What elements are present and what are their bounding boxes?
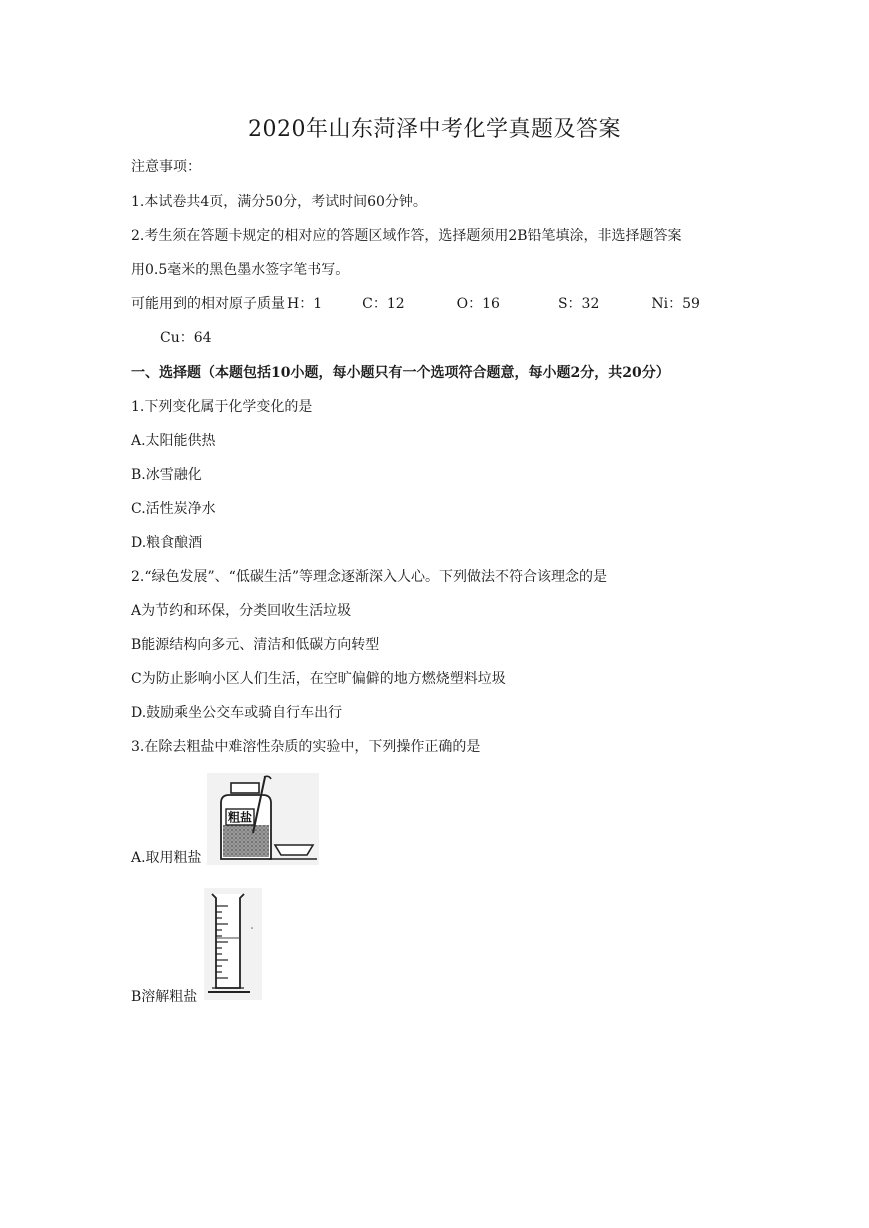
question-1-stem: 1.下列变化属于化学变化的是 bbox=[131, 399, 313, 415]
atomic-mass-h: H：1 bbox=[287, 296, 323, 312]
question-2-stem: 2.“绿色发展”、“低碳生活”等理念逐渐深入人心。下列做法不符合该理念的是 bbox=[131, 569, 607, 585]
atomic-mass-o: O：16 bbox=[456, 296, 500, 312]
atomic-mass-cu: Cu：64 bbox=[160, 330, 212, 346]
atomic-mass-ni: Ni：59 bbox=[651, 296, 700, 312]
question-2-option-d: D.鼓励乘坐公交车或骑自行车出行 bbox=[131, 705, 343, 721]
atomic-mass-label: 可能用到的相对原子质量 bbox=[131, 296, 285, 312]
question-2-option-a: A为节约和环保，分类回收生活垃圾 bbox=[131, 603, 352, 619]
question-3-option-b: B溶解粗盐 bbox=[131, 989, 198, 1005]
graduated-cylinder-figure bbox=[204, 888, 262, 1000]
coarse-salt-jar-illustration bbox=[207, 773, 319, 865]
graduated-cylinder-illustration bbox=[204, 888, 262, 1000]
question-1-option-d: D.粮食酿酒 bbox=[131, 535, 203, 551]
jar-label: 粗盐 bbox=[227, 810, 253, 825]
question-3-option-a: A.取用粗盐 bbox=[131, 850, 202, 866]
coarse-salt-jar-figure bbox=[207, 773, 319, 865]
question-3-stem: 3.在除去粗盐中难溶性杂质的实验中，下列操作正确的是 bbox=[131, 739, 481, 755]
question-2-option-b: B能源结构向多元、清洁和低碳方向转型 bbox=[131, 637, 380, 653]
atomic-mass-s: S：32 bbox=[557, 296, 600, 312]
notice-heading: 注意事项： bbox=[131, 159, 201, 175]
atomic-mass-line bbox=[131, 294, 700, 314]
section-heading: 一、选择题（本题包括10小题，每小题只有一个选项符合题意，每小题2分，共20分） bbox=[131, 365, 670, 381]
question-2-option-c: C为防止影响小区人们生活，在空旷偏僻的地方燃烧塑料垃圾 bbox=[131, 671, 506, 687]
atomic-mass-c: C：12 bbox=[362, 296, 405, 312]
notice-item-1: 1.本试卷共4页，满分50分，考试时间60分钟。 bbox=[131, 194, 427, 210]
notice-item-2-line-1: 2.考生须在答题卡规定的相对应的答题区域作答，选择题须用2B铅笔填涂，非选择题答案 bbox=[131, 228, 682, 244]
question-1-option-a: A.太阳能供热 bbox=[131, 433, 216, 449]
question-1-option-b: B.冰雪融化 bbox=[131, 467, 202, 483]
page-title: 2020年山东菏泽中考化学真题及答案 bbox=[248, 117, 621, 142]
notice-item-2-line-2: 用0.5毫米的黑色墨水签字笔书写。 bbox=[131, 262, 350, 278]
question-1-option-c: C.活性炭净水 bbox=[131, 501, 216, 517]
